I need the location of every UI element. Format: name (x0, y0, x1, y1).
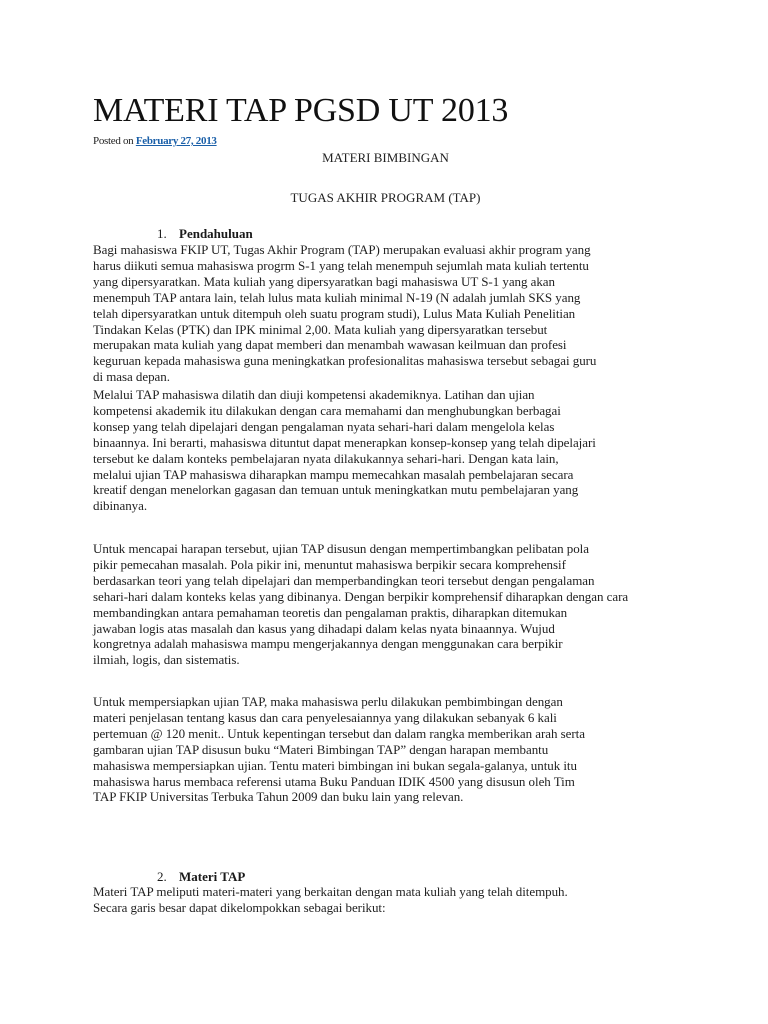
text-line: sehari-hari dalam konteks kelas yang dibinanya. Dengan berpikir komprehensif diharapkan dengan cara (93, 588, 629, 604)
text-line: keguruan kepada mahasiswa guna meningkatkan profesionalitas mahasiswa tersebut sebagai guru (93, 353, 597, 369)
text-line: Melalui TAP mahasiswa dilatih dan diuji kompetensi akademiknya. Latihan dan ujian (93, 387, 535, 402)
text-line: telah dipersyaratkan untuk ditempuh oleh suatu program studi), Lulus Mata Kuliah Penelitian (93, 305, 576, 321)
text-line: Secara garis besar dapat dikelompokkan sebagai berikut: (93, 899, 386, 915)
text-line: pertemuan @ 120 menit.. Untuk kepentingan tersebut dan dalam rangka memberikan arah serta (93, 725, 585, 741)
text-line: berdasarkan teori yang telah dipelajari dan memperbandingkan teori tersebut dengan pengalaman (93, 572, 595, 588)
text-line: ilmiah, logis, dan sistematis. (93, 652, 240, 668)
post-title: MATERI TAP PGSD UT 2013 (93, 92, 509, 129)
paragraph-1 (93, 242, 678, 385)
text-line: mahasiswa mempersiapkan ujian. Tentu materi bimbingan ini bukan segala-galanya, untuk itu (93, 757, 577, 773)
section-number: 2. (157, 869, 167, 884)
text-line: di masa depan. (93, 369, 170, 385)
text-line: mahasiswa harus membaca referensi utama Buku Panduan IDIK 4500 yang disusun oleh Tim (93, 773, 575, 789)
posted-date-link[interactable]: February 27, 2013 (135, 135, 217, 147)
text-line: Materi TAP meliputi materi-materi yang berkaitan dengan mata kuliah yang telah ditempuh. (93, 884, 568, 899)
text-line: menempuh TAP antara lain, telah lulus mata kuliah minimal N-19 (N adalah jumlah SKS yang (93, 289, 581, 305)
paragraph-2 (93, 387, 678, 514)
section-number: 1. (157, 226, 167, 241)
text-line: Untuk mencapai harapan tersebut, ujian TAP disusun dengan mempertimbangkan pelibatan pola (93, 541, 589, 556)
posted-meta (93, 135, 217, 147)
text-line: Bagi mahasiswa FKIP UT, Tugas Akhir Program (TAP) merupakan evaluasi akhir program yang (93, 242, 591, 257)
posted-prefix: Posted on (93, 135, 136, 147)
text-line: pikir pemecahan masalah. Pola pikir ini, menuntut mahasiswa berpikir secara komprehensif (93, 556, 566, 572)
paragraph-4 (93, 694, 678, 805)
text-line: Untuk mempersiapkan ujian TAP, maka mahasiswa perlu dilakukan pembimbingan dengan (93, 694, 563, 709)
paragraph-5 (93, 884, 678, 916)
text-line: materi penjelasan tentang kasus dan cara penyelesaiannya yang dilakukan sebanyak 6 kali (93, 709, 557, 725)
text-line: jawaban logis atas masalah dan kasus yang dihadapi dalam kelas nyata binaannya. Wujud (93, 620, 555, 636)
text-line: Tindakan Kelas (PTK) dan IPK minimal 2,00. Mata kuliah yang dipersyaratkan tersebut (93, 321, 548, 337)
text-line: yang dipersyaratkan. Mata kuliah yang dipersyaratkan bagi mahasiswa UT S-1 yang akan (93, 273, 555, 289)
text-line: melalui ujian TAP mahasiswa diharapkan mampu memecahkan masalah pembelajaran secara (93, 466, 574, 482)
heading-materi-bimbingan: MATERI BIMBINGAN (322, 150, 449, 165)
text-line: kompetensi akademik itu dilakukan dengan cara memahami dan menghubungkan berbagai (93, 402, 561, 418)
text-line: kongretnya adalah mahasiswa mampu mengerjakannya dengan menggunakan cara berpikir (93, 636, 563, 652)
text-line: konsep yang telah dipelajari dengan pengalaman nyata sehari-hari dalam mengelola kelas (93, 418, 555, 434)
text-line: dibinanya. (93, 498, 148, 514)
text-line: binaannya. Ini berarti, mahasiswa dituntut dapat menerapkan konsep-konsep yang telah dipelajari (93, 434, 596, 450)
text-line: TAP FKIP Universitas Terbuka Tahun 2009 dan buku lain yang relevan. (93, 789, 464, 805)
section-label: Pendahuluan (179, 226, 253, 241)
text-line: harus diikuti semua mahasiswa progrm S-1 yang telah menempuh sejumlah mata kuliah tertentu (93, 257, 589, 273)
text-line: membandingkan antara pemahaman teoretis dan pengalaman praktis, diharapkan ditemukan (93, 604, 568, 620)
text-line: tersebut ke dalam konteks pembelajaran nyata dilakukannya sehari-hari. Dengan kata lain, (93, 450, 559, 466)
text-line: merupakan mata kuliah yang dapat memberi dan menambah wawasan keilmuan dan profesi (93, 337, 567, 353)
text-line: kreatif dengan menelorkan gagasan dan temuan untuk meningkatkan mutu pembelajaran yang (93, 482, 579, 498)
section-label: Materi TAP (179, 869, 246, 884)
text-line: gambaran ujian TAP disusun buku “Materi Bimbingan TAP” dengan harapan membantu (93, 741, 549, 757)
heading-tugas-akhir: TUGAS AKHIR PROGRAM (TAP) (290, 190, 481, 205)
paragraph-3 (93, 541, 678, 668)
